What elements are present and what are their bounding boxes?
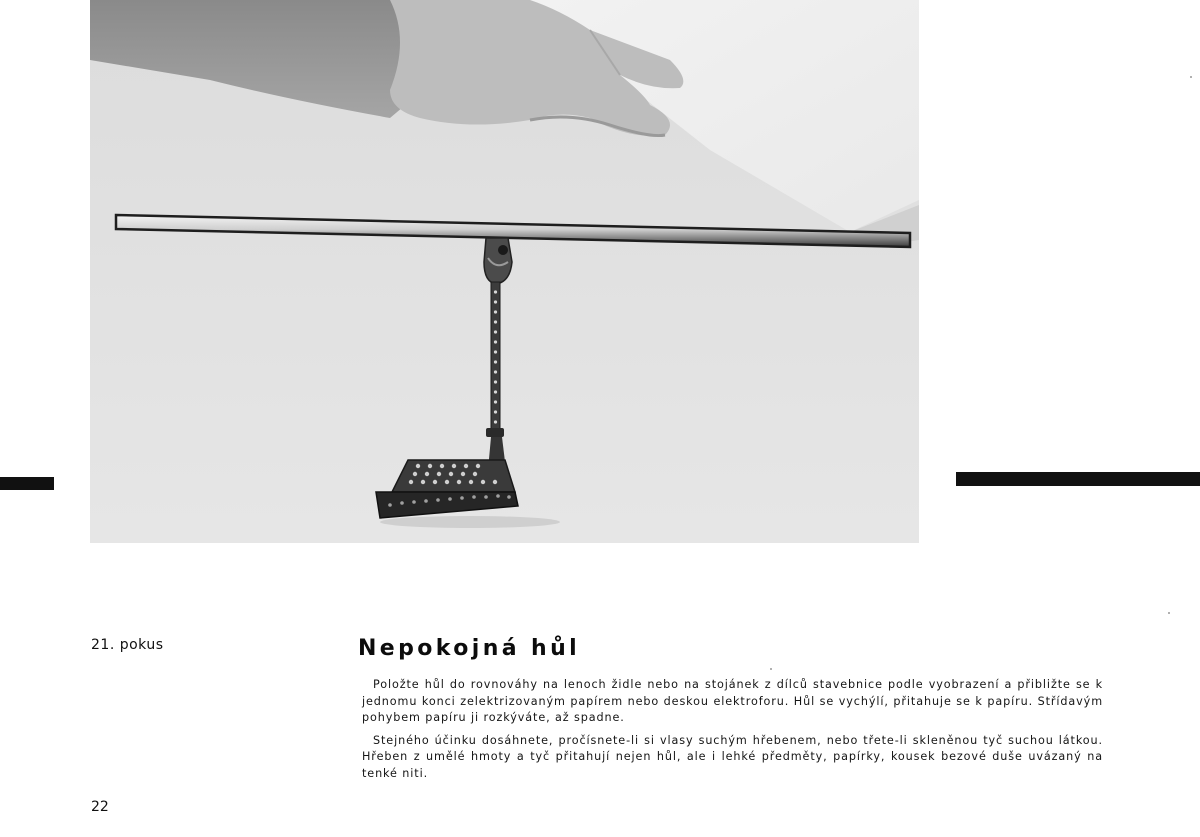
margin-bar-right <box>956 472 1200 486</box>
print-speck <box>770 668 772 670</box>
page-number: 22 <box>91 799 109 815</box>
margin-bar-left <box>0 477 54 490</box>
paragraph: Položte hůl do rovnováhy na lenoch židle nebo na stojánek z dílců stavebnice podle vyobrazení a přibližte se k jednomu konci zelektrizovaným papírem nebo deskou elektroforu. Hůl se vychýlí, přitahuje se k papíru. Střídavým pohybem papíru ji rozkýváte, až spadne. <box>362 678 1103 725</box>
paragraph: Stejného účinku dosáhnete, pročísnete-li si vlasy suchým hřebenem, nebo třete-li skleněnou tyč suchou látkou. Hřeben z umělé hmoty a tyč přitahují nejen hůl, ale i lehké předměty, papírky, kousek bezové duše uvázaný na tenké niti. <box>362 733 1103 780</box>
body-text <box>362 677 1103 783</box>
joint-nut <box>486 428 504 437</box>
vertical-strip <box>491 282 500 432</box>
print-speck <box>1190 76 1192 78</box>
rod-bracket <box>484 238 512 284</box>
experiment-label: 21. pokus <box>91 637 164 653</box>
print-speck <box>1168 612 1170 614</box>
page-title: Nepokojná hůl <box>358 636 581 661</box>
experiment-photo <box>90 0 919 543</box>
